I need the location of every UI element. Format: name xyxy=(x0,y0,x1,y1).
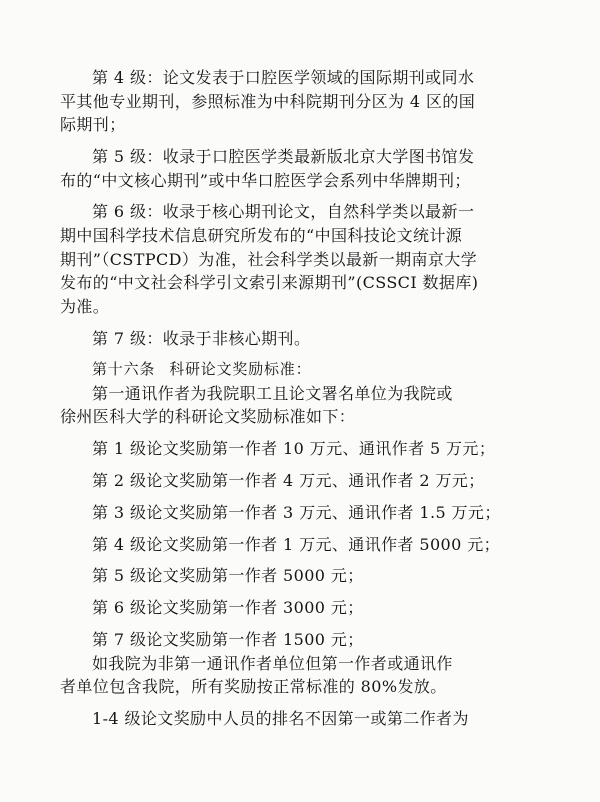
paragraph-level-6-line-1: 第 6 级：收录于核心期刊论文，自然科学类以最新一 xyxy=(92,202,475,222)
reward-level-3: 第 3 级论文奖励第一作者 3 万元、通讯作者 1.5 万元； xyxy=(92,502,501,522)
reward-level-2: 第 2 级论文奖励第一作者 4 万元、通讯作者 2 万元； xyxy=(92,471,485,491)
article-number: 第十六条 xyxy=(92,360,156,379)
paragraph-level-7: 第 7 级：收录于非核心期刊。 xyxy=(92,328,311,348)
reward-level-5: 第 5 级论文奖励第一作者 5000 元； xyxy=(92,566,364,586)
paragraph-level-6-line-4: 发布的“中文社会科学引文索引来源期刊”(CSSCI 数据库) xyxy=(60,273,479,293)
paragraph-level-5-line-2: 布的“中文核心期刊”或中华口腔医学会系列中华牌期刊； xyxy=(60,170,471,190)
eligibility-line-1: 第一通讯作者为我院职工且论文署名单位为我院或 xyxy=(92,383,453,403)
reward-level-6: 第 6 级论文奖励第一作者 3000 元； xyxy=(92,598,364,618)
paragraph-level-4-line-3: 际期刊； xyxy=(60,115,126,135)
paragraph-level-6-line-5: 为准。 xyxy=(60,296,110,316)
eligibility-line-2: 徐州医科大学的科研论文奖励标准如下： xyxy=(60,407,356,427)
document-body xyxy=(60,66,560,731)
paragraph-level-6-line-2: 期中国科学技术信息研究所发布的“中国科技论文统计源 xyxy=(60,225,463,245)
article-heading xyxy=(60,358,560,382)
paragraph-level-4-line-1: 第 4 级：论文发表于口腔医学领域的国际期刊或同水 xyxy=(92,68,475,87)
reward-level-4: 第 4 级论文奖励第一作者 1 万元、通讯作者 5000 元； xyxy=(92,534,500,554)
paragraph-level-5-line-1: 第 5 级：收录于口腔医学类最新版北京大学图书馆发 xyxy=(92,146,475,166)
paragraph-level-6-line-3: 期刊”（CSTPCD）为准，社会科学类以最新一期南京大学 xyxy=(60,249,478,269)
reward-level-1: 第 1 级论文奖励第一作者 10 万元、通讯作者 5 万元； xyxy=(92,439,496,459)
reward-level-7: 第 7 级论文奖励第一作者 1500 元； xyxy=(92,629,364,649)
ranking-note-line-1: 1-4 级论文奖励中人员的排名不因第一或第二作者为 xyxy=(92,708,469,728)
partial-reward-line-1: 如我院为非第一通讯作者单位但第一作者或通讯作 xyxy=(92,653,453,673)
partial-reward-line-2: 者单位包含我院，所有奖励按正常标准的 80%发放。 xyxy=(60,677,447,697)
paragraph-level-4-line-2: 平其他专业期刊，参照标准为中科院期刊分区为 4 区的国 xyxy=(60,91,476,111)
article-title: 科研论文奖励标准： xyxy=(169,360,312,379)
